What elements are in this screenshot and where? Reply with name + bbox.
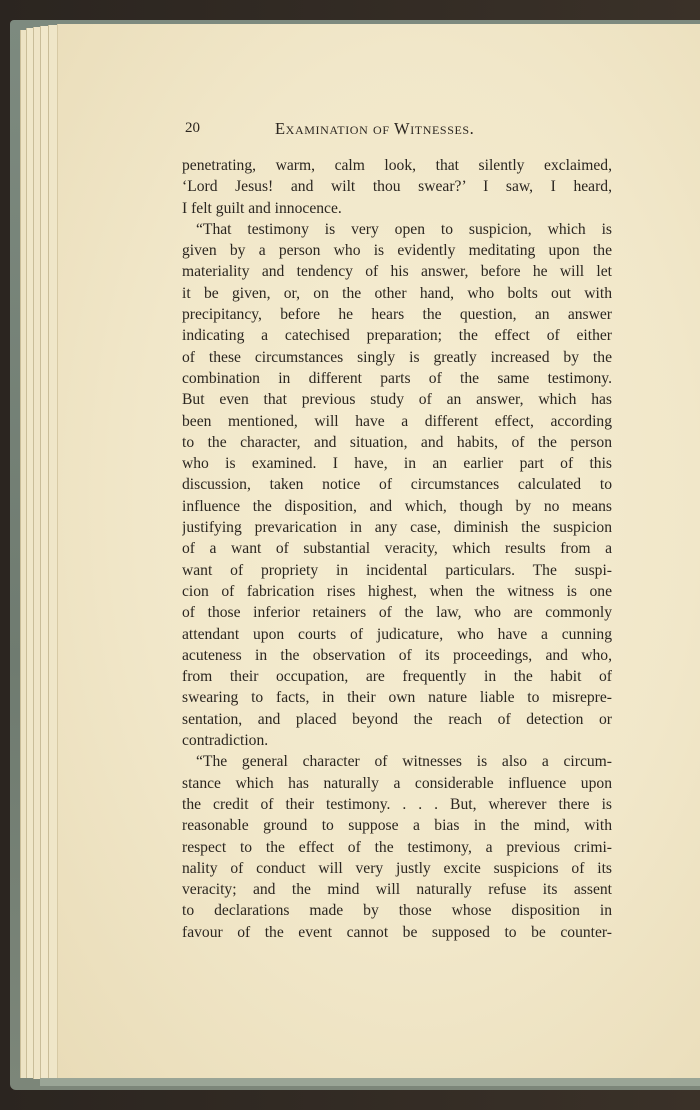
page-header [185, 118, 610, 144]
text-line: ‘Lord Jesus! and wilt thou swear?’ I saw, I heard, [182, 178, 612, 196]
cover-bottom-edge [40, 1078, 700, 1086]
text-line: stance which has naturally a considerable influence upon [182, 774, 612, 792]
text-line: want of propriety in incidental particulars. The suspi- [182, 561, 612, 579]
text-line: discussion, taken notice of circumstances calculated to [182, 476, 612, 494]
text-line: But even that previous study of an answer, which has [182, 391, 612, 409]
text-line: who is examined. I have, in an earlier part of this [182, 455, 612, 473]
text-line: cion of fabrication rises highest, when the witness is one [182, 582, 612, 600]
text-line: penetrating, warm, calm look, that silently exclaimed, [182, 157, 612, 174]
text-line: materiality and tendency of his answer, before he will let [182, 263, 612, 281]
text-line: the credit of their testimony. . . . But, wherever there is [182, 795, 612, 813]
text-line: justifying prevarication in any case, diminish the suspicion [182, 519, 612, 537]
page-number: 20 [185, 120, 200, 136]
text-line: of these circumstances singly is greatly increased by the [182, 348, 612, 366]
text-line: sentation, and placed beyond the reach of detection or [182, 710, 612, 728]
text-line: to the character, and situation, and habits, of the person [182, 433, 612, 451]
text-line: reasonable ground to suppose a bias in the mind, with [182, 817, 612, 835]
text-line: given by a person who is evidently meditating upon the [182, 242, 612, 260]
text-line: combination in different parts of the same testimony. [182, 369, 612, 387]
text-line: acuteness in the observation of its proceedings, and who, [182, 646, 612, 664]
text-line: of a want of substantial veracity, which results from a [182, 540, 612, 558]
text-line: precipitancy, before he hears the question, an answer [182, 306, 612, 324]
text-line: I felt guilt and innocence. [182, 199, 342, 217]
text-line: it be given, or, on the other hand, who bolts out with [182, 284, 612, 302]
text-line: from their occupation, are frequently in the habit of [182, 668, 612, 686]
text-line: contradiction. [182, 732, 269, 750]
text-line: “The general character of witnesses is also a circum- [196, 753, 612, 771]
text-line: been mentioned, will have a different effect, according [182, 412, 612, 430]
text-line: indicating a catechised preparation; the effect of either [182, 327, 612, 345]
text-line: veracity; and the mind will naturally refuse its assent [182, 881, 612, 899]
text-line: favour of the event cannot be supposed to be counter- [182, 923, 612, 941]
text-line: influence the disposition, and which, though by no means [182, 497, 612, 515]
text-line: “That testimony is very open to suspicion, which is [196, 220, 612, 238]
running-head: Examination of Witnesses. [275, 119, 475, 138]
body-text [182, 155, 612, 943]
text-line: respect to the effect of the testimony, a previous crimi- [182, 838, 612, 856]
text-line: of those inferior retainers of the law, who are commonly [182, 604, 612, 622]
text-line: swearing to facts, in their own nature liable to misrepre- [182, 689, 612, 707]
text-line: attendant upon courts of judicature, who have a cunning [182, 625, 612, 643]
text-line: to declarations made by those whose disposition in [182, 902, 612, 920]
text-line: nality of conduct will very justly excite suspicions of its [182, 859, 612, 877]
